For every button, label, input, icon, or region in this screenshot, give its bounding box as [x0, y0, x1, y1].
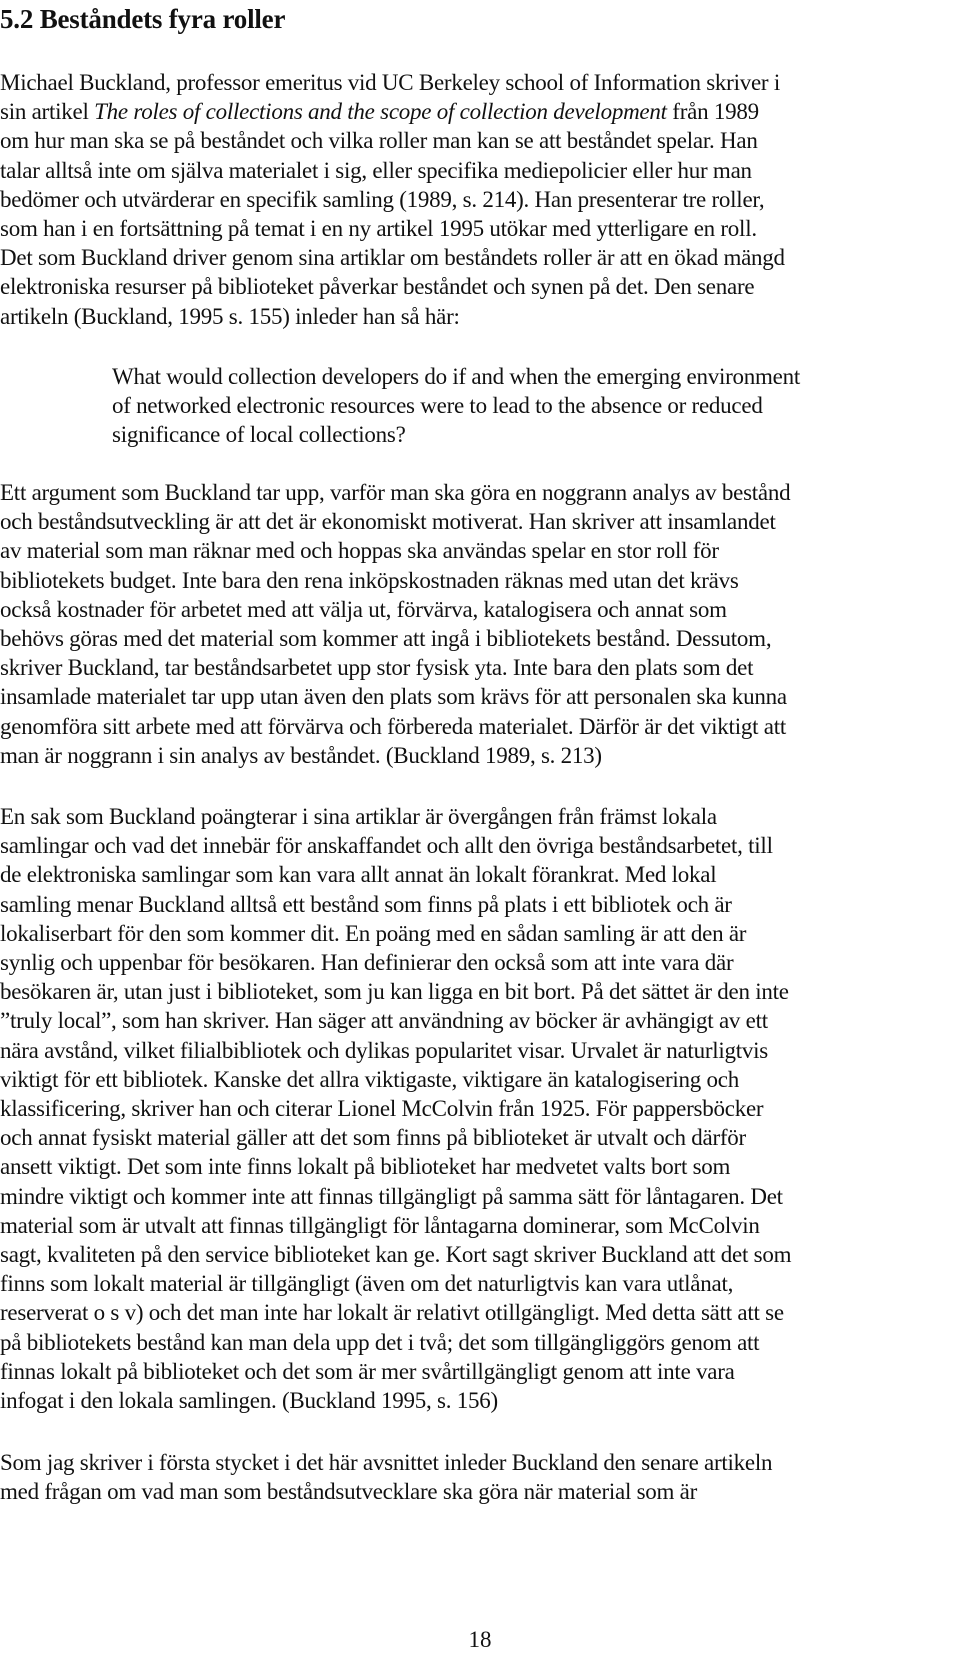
text-line: nära avstånd, vilket filialbibliotek och dylikas popularitet visar. Urvalet är naturligtvis [0, 1037, 768, 1063]
quote-line: significance of local collections? [112, 422, 406, 448]
text-line: och annat fysiskt material gäller att det som finns på biblioteket är utvalt och därför [0, 1125, 746, 1151]
text-line: elektroniska resurser på biblioteket påverkar beståndet och synen på det. Den senare [0, 274, 755, 300]
text-line: de elektroniska samlingar som kan vara allt annat än lokalt förankrat. Med lokal [0, 862, 717, 888]
text-line: Michael Buckland, professor emeritus vid UC Berkeley school of Information skriver i [0, 70, 780, 95]
block-quote [112, 362, 912, 450]
text-line: reserverat o s v) och det man inte har lokalt är relativt otillgängligt. Med detta sätt att se [0, 1300, 784, 1326]
text-line: infogat i den lokala samlingen. (Buckland 1995, s. 156) [0, 1388, 498, 1414]
text-line: med frågan om vad man som beståndsutvecklare ska göra när material som är [0, 1479, 698, 1505]
text-line: finnas lokalt på biblioteket och det som är mer svårtillgängligt genom att inte vara [0, 1358, 735, 1384]
text-line: besökaren är, utan just i biblioteket, som ju kan ligga en bit bort. På det sättet är den inte [0, 979, 789, 1005]
section-heading: 5.2 Beståndets fyra roller [0, 4, 286, 34]
text-line: Som jag skriver i första stycket i det här avsnittet inleder Buckland den senare artikeln [0, 1450, 773, 1475]
text-line: behövs göras med det material som kommer att ingå i bibliotekets bestånd. Dessutom, [0, 626, 772, 652]
text-line: sagt, kvaliteten på den service biblioteket kan ge. Kort sagt skriver Buckland att det som [0, 1242, 792, 1268]
text-line: sin artikel The roles of collections and the scope of collection development från 1989 [0, 99, 759, 125]
text-line: synlig och uppenbar för besökaren. Han definierar den också som att inte vara där [0, 950, 734, 976]
text-line: ansett viktigt. Det som inte finns lokalt på biblioteket har medvetet valts bort som [0, 1154, 731, 1180]
text-line: som han i en fortsättning på temat i en ny artikel 1995 utökar med ytterligare en roll. [0, 216, 757, 242]
text-line: och beståndsutveckling är att det är ekonomiskt motiverat. Han skriver att insamlandet [0, 509, 776, 535]
text-line: ”truly local”, som han skriver. Han säger att användning av böcker är avhängigt av ett [0, 1008, 768, 1034]
text-line: insamlade materialet tar upp utan även den plats som krävs för att personalen ska kunna [0, 684, 787, 710]
text-line: bedömer och utvärderar en specifik samling (1989, s. 214). Han presenterar tre roller, [0, 186, 765, 212]
article-title: The roles of collections and the scope of collection development [94, 99, 667, 125]
text-line: man är noggrann i sin analys av beståndet. (Buckland 1989, s. 213) [0, 742, 602, 768]
text-line: klassificering, skriver han och citerar Lionel McColvin från 1925. För pappersböcker [0, 1096, 764, 1122]
text-line: lokaliserbart för den som kommer dit. En poäng med en sådan samling är att den är [0, 920, 747, 946]
text-line: skriver Buckland, tar beståndsarbetet upp stor fysisk yta. Inte bara den plats som det [0, 655, 754, 681]
text-line: finns som lokalt material är tillgängligt (även om det naturligtvis kan vara utlånat, [0, 1271, 734, 1297]
text-line: talar alltså inte om själva materialet i sig, eller specifika mediepolicier eller hur man [0, 157, 752, 183]
paragraph-1 [0, 68, 955, 331]
text-line: om hur man ska se på beståndet och vilka roller man kan se att beståndet spelar. Han [0, 128, 758, 154]
text-line: Ett argument som Buckland tar upp, varför man ska göra en noggrann analys av bestånd [0, 480, 791, 505]
text-line: samling menar Buckland alltså ett bestånd som finns på plats i ett bibliotek och är [0, 891, 732, 917]
text-line: bibliotekets budget. Inte bara den rena inköpskostnaden räknas med utan det krävs [0, 567, 739, 593]
text-line: Det som Buckland driver genom sina artiklar om beståndets roller är att en ökad mängd [0, 245, 785, 271]
text-line: av material som man räknar med och hoppas ska användas spelar en stor roll för [0, 538, 719, 564]
text-line: också kostnader för arbetet med att välja ut, förvärva, katalogisera och annat som [0, 596, 727, 622]
paragraph-3 [0, 802, 955, 1415]
paragraph-4 [0, 1448, 955, 1506]
page-number: 18 [468, 1627, 492, 1652]
text-line: samlingar och vad det innebär för anskaffandet och allt den övriga beståndsarbetet, till [0, 833, 773, 859]
text-line: artikeln (Buckland, 1995 s. 155) inleder han så här: [0, 303, 460, 329]
text-line: genomföra sitt arbete med att förvärva och förbereda materialet. Därför är det viktigt att [0, 713, 786, 739]
text-line: En sak som Buckland poängterar i sina artiklar är övergången från främst lokala [0, 804, 717, 829]
quote-line: What would collection developers do if and when the emerging environment [112, 364, 800, 389]
text-line: material som är utvalt att finnas tillgängligt för låntagarna dominerar, som McColvin [0, 1212, 760, 1238]
quote-line: of networked electronic resources were to lead to the absence or reduced [112, 393, 763, 419]
text-line: mindre viktigt och kommer inte att finnas tillgängligt på samma sätt för låntagaren. Det [0, 1183, 783, 1209]
text-line: viktigt för ett bibliotek. Kanske det allra viktigaste, viktigare än katalogisering och [0, 1066, 739, 1092]
text-line: på bibliotekets bestånd kan man dela upp det i två; det som tillgängliggörs genom att [0, 1329, 760, 1355]
paragraph-2 [0, 478, 955, 770]
